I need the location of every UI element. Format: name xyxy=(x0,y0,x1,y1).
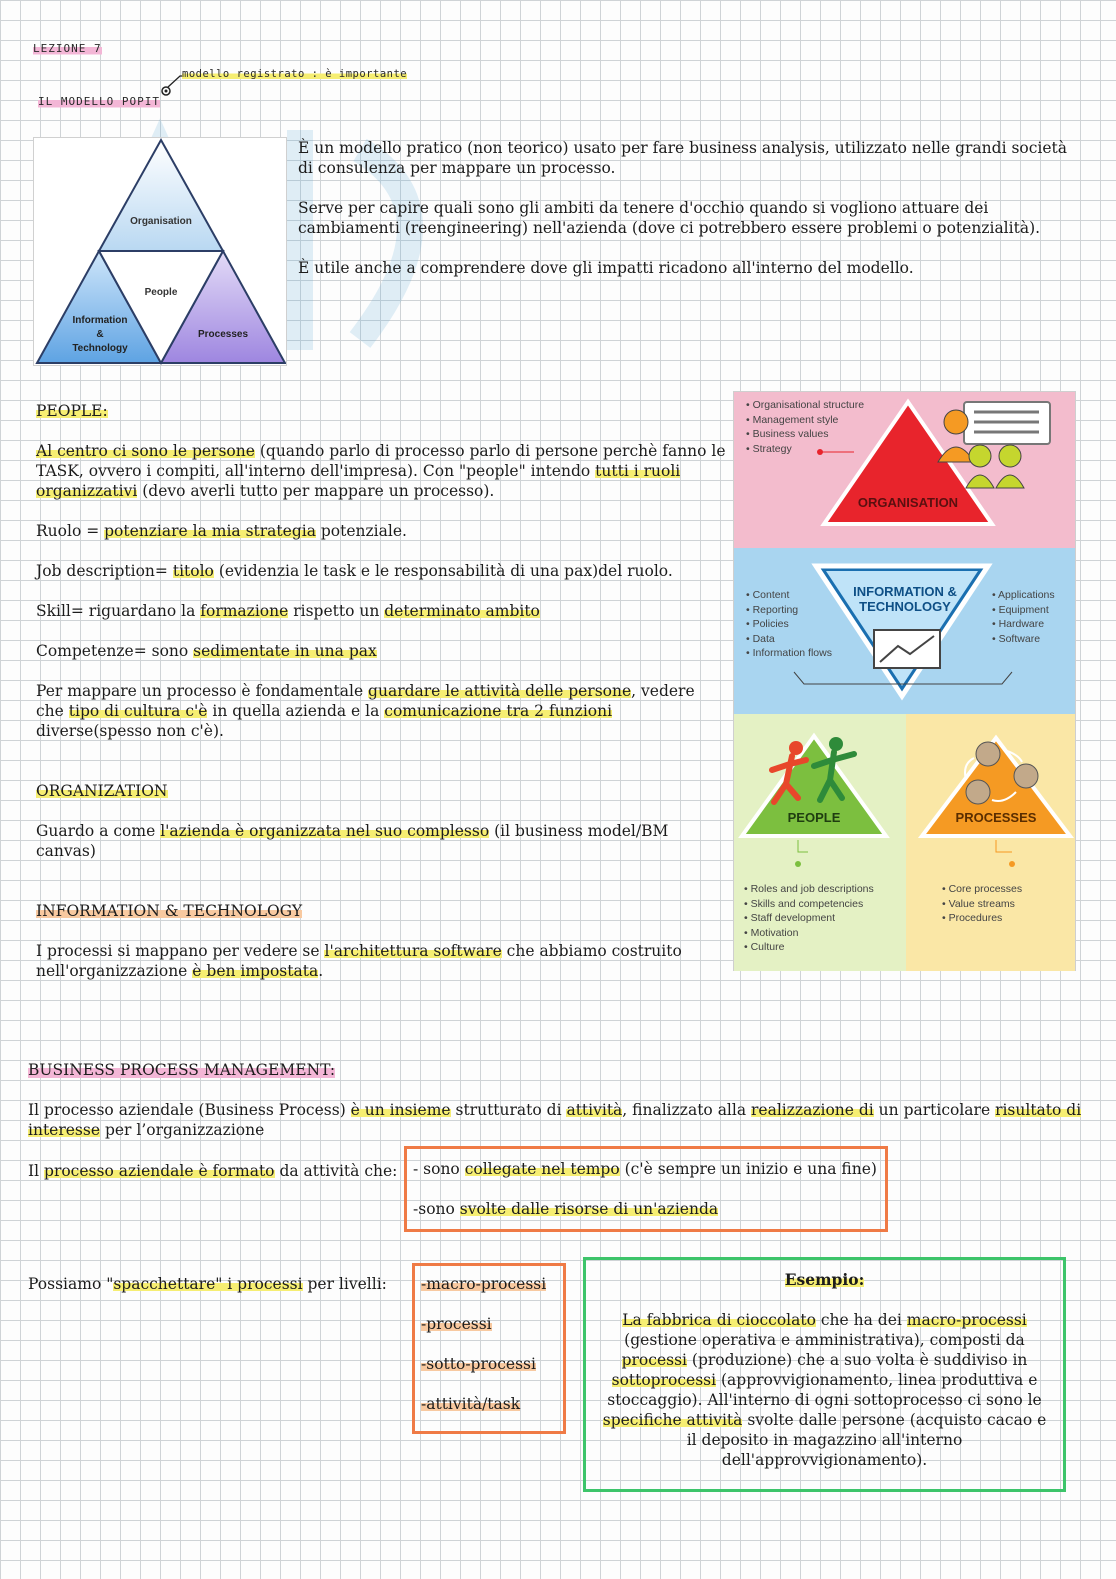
popit-pyramid-figure xyxy=(33,137,287,366)
organisation-triangle xyxy=(99,140,223,251)
process-levels-intro: Possiamo "spacchettare" i processi per livelli: xyxy=(28,1275,387,1293)
popit-pyramid-diagram xyxy=(34,138,286,365)
organization-heading: ORGANIZATION xyxy=(36,782,168,800)
information-technology-left-bullets: • Content • Reporting • Policies • Data • Information flows xyxy=(746,588,832,661)
level-processes: -processi xyxy=(421,1315,492,1333)
process-cycle-icon xyxy=(976,742,1000,766)
pyramid-label-people: People xyxy=(144,287,178,298)
intro-paragraph-1: È un modello pratico (non teorico) usato per fare business analysis, utilizzato nelle grandi società di consulenza per mappare un processo. xyxy=(298,139,1068,177)
competence-definition: Competenze= sono sedimentate in una pax xyxy=(36,642,377,660)
person-red-icon xyxy=(789,741,803,755)
pyramid-label-processes: Processes xyxy=(197,329,249,340)
annotation-note: modello registrato : è importante xyxy=(182,68,408,80)
popit-explanations xyxy=(36,401,726,981)
example-title: Esempio: xyxy=(784,1270,865,1289)
bpm-formed-by: Il processo aziendale è formato da attività che: xyxy=(28,1162,398,1180)
popit-infographic xyxy=(733,391,1076,971)
bpm-definition: Il processo aziendale (Business Process) è un insieme strutturato di attività, finalizzato alla realizzazione di un particolare risultato di interesse per l’organizzazione xyxy=(28,1101,1082,1139)
example-box xyxy=(583,1257,1066,1492)
organisation-bullets: • Organisational structure • Management style • Business values • Strategy xyxy=(746,398,864,456)
processes-illustration xyxy=(906,714,1075,971)
intro-section xyxy=(298,138,1078,278)
level-activities-tasks: -attività/task xyxy=(421,1395,521,1413)
level-macro-processes: -macro-processi xyxy=(421,1275,547,1293)
presenter-icon xyxy=(944,410,968,434)
activities-linked-in-time: - sono collegate nel tempo (c'è sempre un inizio e una fine) xyxy=(413,1160,877,1178)
processes-bullets: • Core processes • Value streams • Procedures xyxy=(942,882,1022,926)
infotech-paragraph: I processi si mappano per vedere se l'architettura software che abbiamo costruito nell'organizzazione è ben impostata. xyxy=(36,942,682,980)
bpm-heading: BUSINESS PROCESS MANAGEMENT: xyxy=(28,1061,336,1079)
organisation-label: ORGANISATION xyxy=(857,495,959,510)
intro-paragraph-2: Serve per capire quali sono gli ambiti da tenere d'occhio quando si vogliono attuare dei cambiamenti (reengineering) nell'azienda (dove ci potrebbero essere problemi o potenzialità). xyxy=(298,199,1041,237)
person-green-icon xyxy=(829,737,843,751)
people-bullets: • Roles and job descriptions • Skills and competencies • Staff development • Motivation • Culture xyxy=(744,882,874,955)
pyramid-label-information: Information xyxy=(72,315,128,326)
activities-characteristics-box xyxy=(404,1146,888,1232)
information-technology-label: INFORMATION & TECHNOLOGY xyxy=(853,584,957,614)
information-technology-panel xyxy=(734,548,1075,714)
pyramid-label-technology: Technology xyxy=(72,343,128,354)
infotech-heading: INFORMATION & TECHNOLOGY xyxy=(36,902,303,920)
processes-label: PROCESSES xyxy=(955,810,1037,825)
processes-panel xyxy=(906,714,1075,971)
organization-paragraph: Guardo a come l'azienda è organizzata nel suo complesso (il business model/BM canvas) xyxy=(36,822,669,860)
pyramid-label-organisation: Organisation xyxy=(130,216,192,227)
organisation-panel xyxy=(734,392,1075,548)
mapping-paragraph: Per mappare un processo è fondamentale guardare le attività delle persone, vedere che tipo di cultura c'è in quella azienda e la comunicazione tra 2 funzioni diverse(spesso non c'è). xyxy=(36,682,695,740)
people-heading: PEOPLE: xyxy=(36,402,108,420)
organisation-illustration xyxy=(734,392,1075,548)
information-technology-right-bullets: • Applications • Equipment • Hardware • Software xyxy=(992,588,1055,646)
monitor-icon xyxy=(874,630,940,668)
level-sub-processes: -sotto-processi xyxy=(421,1355,536,1373)
page-title: IL MODELLO POPIT xyxy=(38,95,160,108)
lesson-label: LEZIONE 7 xyxy=(33,42,102,55)
people-label: PEOPLE xyxy=(787,810,841,825)
example-paragraph: La fabbrica di cioccolato che ha dei macro-processi (gestione operativa e amministrativa), composti da processi (produzione) che a suo volta è suddiviso in sottoprocessi (approvvigionamento, linea produttiva e stoccaggio). All'interno di ogni sottoprocesso ci sono le specifiche attività svolte dalle persone (acquisto cacao e il deposito in magazzino all'interno dell'approvvigionamento). xyxy=(602,1311,1047,1469)
audience-icon xyxy=(969,445,991,467)
job-description-definition: Job description= titolo (evidenzia le task e le responsabilità di una pax)del ruolo. xyxy=(36,562,673,580)
intro-paragraph-3: È utile anche a comprendere dove gli impatti ricadono all'interno del modello. xyxy=(298,259,914,277)
activities-by-resources: -sono svolte dalle risorse di un'azienda xyxy=(413,1200,719,1218)
pyramid-label-ampersand: & xyxy=(96,329,104,340)
role-definition: Ruolo = potenziare la mia strategia potenziale. xyxy=(36,522,407,540)
skill-definition: Skill= riguardano la formazione rispetto un determinato ambito xyxy=(36,602,540,620)
process-levels-box xyxy=(412,1263,566,1434)
bpm-section xyxy=(28,1060,1088,1140)
people-paragraph: Al centro ci sono le persone (quando parlo di processo parlo di persone perchè fanno le TASK, ovvero i compiti, all'interno dell'impresa). Con "people" intendo tutti i ruoli organizzativi (devo averli tutto per mappare un processo). xyxy=(36,442,726,500)
people-panel xyxy=(734,714,906,971)
